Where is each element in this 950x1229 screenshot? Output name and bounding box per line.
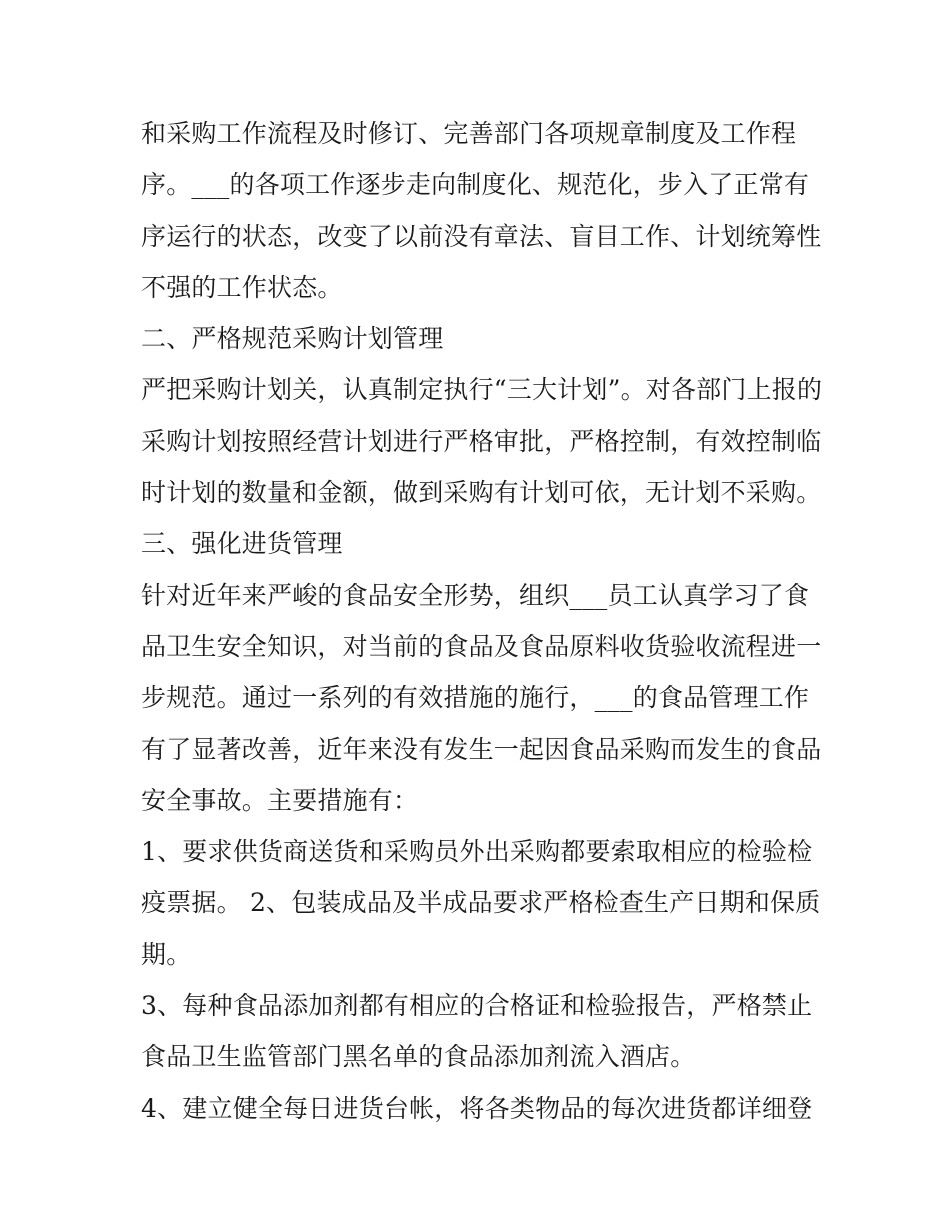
text-line: 不强的工作状态。 <box>141 272 343 302</box>
text-line: 采购计划按照经营计划进行严格审批，严格控制，有效控制临 <box>141 426 822 456</box>
section-heading: 二、严格规范采购计划管理 <box>141 324 444 354</box>
text-line: 针对近年来严峻的食品安全形势，组织___员工认真学习了食 <box>141 580 810 610</box>
text-line: 序。___的各项工作逐步走向制度化、规范化，步入了正常有 <box>141 170 810 200</box>
text-line: 序运行的状态，改变了以前没有章法、盲目工作、计划统筹性 <box>141 221 822 251</box>
text-line: 和采购工作流程及时修订、完善部门各项规章制度及工作程 <box>141 119 797 148</box>
list-item: 疫票据。 2、包装成品及半成品要求严格检查生产日期和保质 <box>141 888 821 918</box>
section-heading: 三、强化进货管理 <box>141 529 343 559</box>
list-item: 期。 <box>141 939 192 969</box>
text-line: 安全事故。主要措施有： <box>141 785 419 815</box>
list-item: 3、每种食品添加剂都有相应的合格证和检验报告，严格禁止 <box>141 991 813 1021</box>
text-line: 时计划的数量和金额，做到采购有计划可依，无计划不采购。 <box>141 478 822 508</box>
text-line: 步规范。通过一系列的有效措施的施行，___的食品管理工作 <box>141 683 810 713</box>
list-item: 4、建立健全每日进货台帐，将各类物品的每次进货都详细登 <box>141 1093 813 1123</box>
text-line: 严把采购计划关，认真制定执行“三大计划”。对各部门上报的 <box>141 375 823 405</box>
text-line: 品卫生安全知识，对当前的食品及食品原料收货验收流程进一 <box>141 631 822 661</box>
list-item: 食品卫生监管部门黑名单的食品添加剂流入酒店。 <box>141 1042 696 1072</box>
list-item: 1、要求供货商送货和采购员外出采购都要索取相应的检验检 <box>141 837 813 867</box>
text-line: 有了显著改善，近年来没有发生一起因食品采购而发生的食品 <box>141 734 822 764</box>
document-body <box>141 108 821 1134</box>
